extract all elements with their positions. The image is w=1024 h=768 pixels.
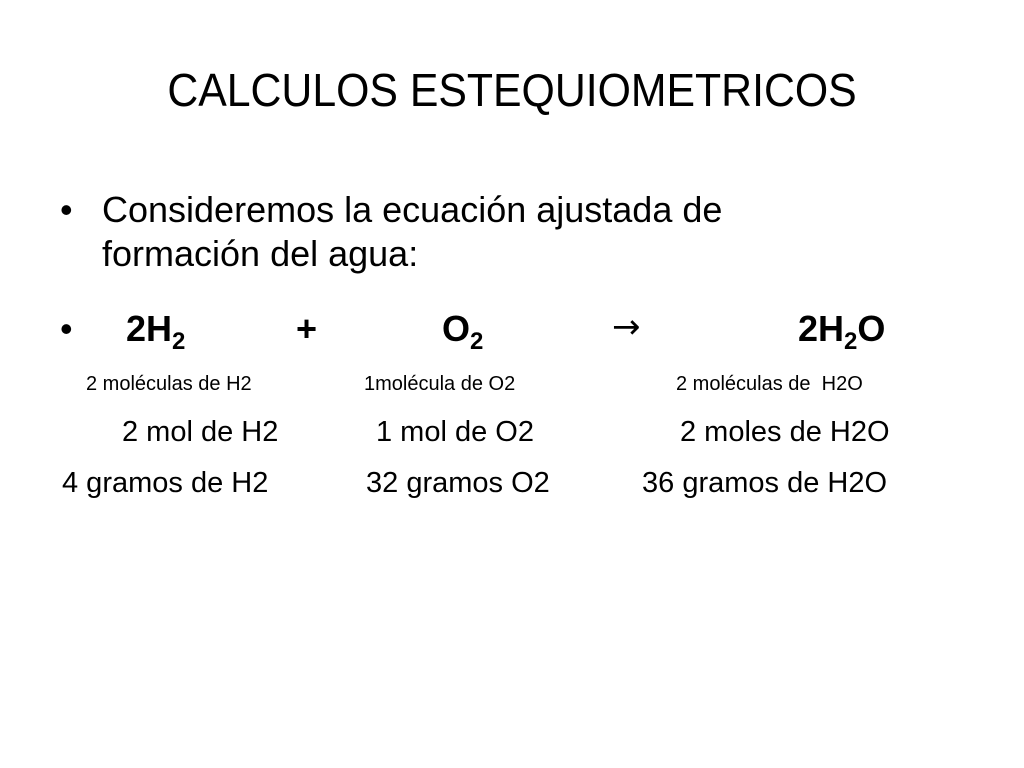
grams-h2: 4 gramos de H2 xyxy=(62,467,269,499)
chemical-equation xyxy=(0,307,1024,357)
molecules-h2: 2 moléculas de H2 xyxy=(86,373,252,395)
reactant-o2-subscript: 2 xyxy=(470,328,484,355)
bullet-icon: • xyxy=(60,308,73,349)
intro-line-1: Consideremos la ecuación ajustada de xyxy=(102,189,723,230)
intro-text xyxy=(102,188,952,276)
bullet-icon: • xyxy=(60,189,73,230)
reactant-h2-symbol: 2H xyxy=(126,308,173,349)
molecules-h2o: 2 moléculas de H2O xyxy=(676,373,863,395)
reactant-o2 xyxy=(442,307,484,355)
product-h2o-subscript: 2 xyxy=(844,328,858,355)
grams-h2o: 36 gramos de H2O xyxy=(642,467,888,499)
intro-line-2: formación del agua: xyxy=(102,233,419,274)
product-h2o-suffix: O xyxy=(857,308,886,349)
moles-h2: 2 mol de H2 xyxy=(122,416,279,448)
reaction-arrow-icon: → xyxy=(612,307,641,347)
reactant-h2-subscript: 2 xyxy=(172,328,186,355)
product-h2o-prefix: 2H xyxy=(798,308,845,349)
plus-sign: + xyxy=(296,308,318,349)
moles-h2o: 2 moles de H2O xyxy=(680,416,890,448)
reactant-o2-symbol: O xyxy=(442,308,471,349)
slide-title: CALCULOS ESTEQUIOMETRICOS xyxy=(167,64,857,116)
product-h2o xyxy=(798,307,886,355)
reactant-h2 xyxy=(126,307,186,355)
molecules-o2: 1molécula de O2 xyxy=(364,373,516,395)
grams-o2: 32 gramos O2 xyxy=(366,467,550,499)
moles-o2: 1 mol de O2 xyxy=(376,416,534,448)
